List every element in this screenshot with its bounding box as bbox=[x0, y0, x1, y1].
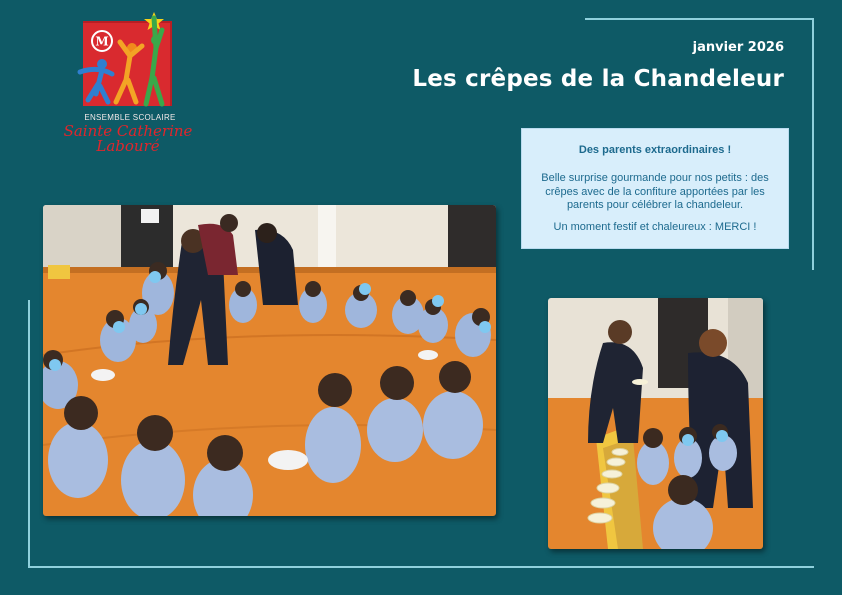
logo-name-line2: Labouré bbox=[96, 137, 160, 155]
children-sitting-circle-photo bbox=[43, 205, 496, 516]
parents-serving-crepes-photo bbox=[548, 298, 763, 549]
logo-name-line1: Sainte Catherine bbox=[63, 122, 193, 140]
frame-top-line bbox=[585, 18, 814, 20]
info-box bbox=[521, 128, 789, 249]
logo-ensemble-scolaire: ENSEMBLE SCOLAIRE bbox=[84, 113, 176, 122]
issue-date: janvier 2026 bbox=[692, 40, 784, 55]
info-closing: Un moment festif et chaleureux : MERCI ! bbox=[553, 220, 757, 233]
frame-right-line bbox=[812, 18, 814, 270]
logo-school-name bbox=[48, 124, 208, 154]
logo-monogram: M bbox=[95, 34, 109, 49]
info-body: Belle surprise gourmande pour nos petits : des crêpes avec de la confiture apportées par les parents pour célébrer la chandeleur. bbox=[541, 172, 769, 211]
page-title: Les crêpes de la Chandeleur bbox=[412, 66, 784, 92]
frame-left-line bbox=[28, 300, 30, 568]
info-heading: Des parents extraordinaires ! bbox=[578, 144, 732, 156]
frame-bottom-line bbox=[28, 566, 814, 568]
